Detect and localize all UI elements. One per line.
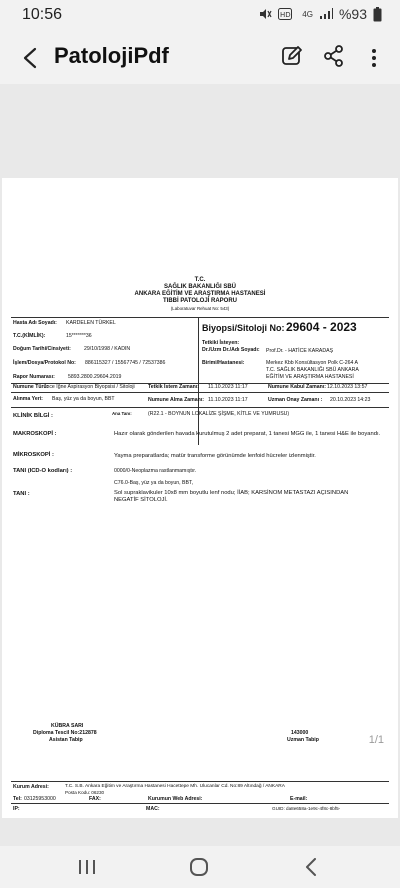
divider [11, 392, 389, 393]
signature2-diploma: 143000 [291, 730, 309, 736]
report-no-value: 5893.2800.29604.2019 [68, 374, 122, 380]
signal-icon [319, 8, 333, 20]
pdf-viewer[interactable] [0, 84, 400, 846]
footer-guid: GUID: da8e658a-1e9c-4f8c-8bf5- [272, 806, 341, 811]
footer-address: T.C. S.B. Ankara Eğitim ve Araştırma Hastanesi Hacettepe Mh. Ulucanlar Cd. No:89 Altındağ / ANKARA [65, 784, 285, 789]
biopsy-number: 29604 - 2023 [286, 320, 357, 334]
divider [11, 803, 389, 804]
back-nav-button[interactable] [296, 854, 326, 880]
edit-icon [280, 44, 304, 68]
share-icon [322, 44, 346, 68]
diagnosis-prefix: Ana Tanı: [112, 411, 132, 416]
unit-line3: EĞİTİM VE ARAŞTIRMA HASTANESİ [266, 374, 354, 380]
report-header-line2: SAĞLIK BAKANLIĞI SBÜ [164, 284, 236, 290]
clinical-label: KLİNİK BİLGİ : [13, 413, 53, 419]
report-header-line4: TIBBİ PATOLOJİ RAPORU [162, 298, 237, 304]
divider [11, 781, 389, 782]
footer-fax-label: FAX: [89, 796, 101, 802]
battery-percent: %93 [338, 6, 367, 22]
request-time-value: 11.10.2023 11:17 [208, 384, 248, 390]
signature1-title: Asistan Tabip [49, 737, 83, 743]
approval-label: Uzman Onay Zamanı : [268, 397, 323, 403]
micro-label: MİKROSKOPİ : [13, 452, 54, 458]
footer-address-label: Kurum Adresi: [13, 784, 49, 790]
diagnosis-label: TANI : [13, 491, 30, 497]
protocol-value: 886115327 / 15567745 / 72537386 [85, 360, 166, 366]
home-icon [189, 857, 209, 877]
divider [11, 317, 389, 318]
status-bar [0, 0, 400, 32]
back-arrow-icon [22, 47, 38, 69]
footer-tel: 03125953000 [24, 796, 56, 802]
diagnosis-text: Sol supraklavikuler 10x8 mm boyutlu lenf nodu; İİAB; KARSİNOM METASTAZI AÇISINDAN NEGATİF SİTOLOJİ. [114, 490, 349, 504]
back-button[interactable] [16, 44, 44, 72]
footer-web-label: Kurumun Web Adresi: [148, 796, 203, 802]
birth-value: 29/10/1998 / KADIN [84, 346, 131, 352]
unit-line2: T.C. SAĞLIK BAKANLIĞI SBÜ ANKARA [266, 367, 359, 373]
doctor-value: Prof.Dr. - HATİCE KARADAŞ [266, 348, 334, 354]
patient-name: KARDELEN TÜRKEL [66, 320, 116, 326]
recent-apps-icon [78, 859, 96, 875]
icdo-label: TANI (ICD-O kodları) : [13, 468, 73, 474]
unit-label: Birimi/Hastanesi: [202, 360, 245, 366]
network-type: 4G [302, 9, 313, 19]
svg-text:HD: HD [280, 11, 291, 19]
approval-value: 20.10.2023 14:23 [330, 397, 371, 403]
more-vert-icon [371, 48, 377, 68]
collection-place-label: Alınma Yeri: [13, 396, 43, 402]
signature1-diploma: Diploma Tescil No:212878 [33, 730, 97, 736]
accept-time-label: Numune Kabul Zamanı: [268, 384, 326, 390]
battery-icon [373, 7, 382, 22]
specimen-type-label: Numune Türü: [13, 384, 49, 390]
footer-ip-label: IP: [13, 806, 20, 812]
divider [198, 317, 199, 445]
report-header-line1: T.C. [194, 277, 206, 283]
app-title: PatolojiPdf [54, 43, 169, 68]
back-nav-icon [304, 858, 318, 876]
tc-value: 15*******36 [66, 333, 92, 339]
requester-label: Tetkiki İsteyen: [202, 340, 240, 346]
tc-label: T.C.(KİMLİK): [13, 333, 46, 339]
hd-icon [278, 8, 296, 20]
patient-name-label: Hasta Adı Soyadı: [13, 320, 57, 326]
signature1-name: KÜBRA SARI [51, 723, 84, 729]
icdo-line2: C76.0-Baş, yüz ya da boyun, BBT, [114, 480, 194, 486]
footer-tel-label: Tel: [13, 796, 22, 802]
status-icons [258, 6, 382, 22]
macro-text: Hazır olarak gönderilen havada kurutulmuş 2 adet preparat, 1 tanesi MGG ile, 1 tanesi H&E ile boyandı. [114, 431, 381, 437]
collection-time-label: Numune Alma Zamanı: [148, 397, 205, 403]
collection-place-value: Baş, yüz ya da boyun, BBT [52, 396, 115, 402]
edit-button[interactable] [280, 44, 308, 72]
birth-label: Doğum Tarihi/Cinsiyeti: [13, 346, 71, 352]
mute-icon [258, 7, 272, 21]
clinical-text: (R22.1 - BOYNUN LOKALİZE ŞİŞME, KİTLE VE YUMRUSU) [148, 411, 290, 417]
footer-email-label: E-mail: [290, 796, 308, 802]
report-header-line3: ANKARA EĞİTİM VE ARAŞTIRMA HASTANESİ [134, 291, 266, 297]
navigation-bar [0, 846, 400, 888]
app-bar [0, 32, 400, 84]
biopsy-label: Biyopsi/Sitoloji No: [202, 323, 285, 333]
more-options-button[interactable] [362, 44, 386, 72]
status-time: 10:56 [22, 6, 63, 23]
signature2-title: Uzman Tabip [287, 737, 319, 743]
unit-line1: Merkez Kbb Konsültasyon Polk C-264 A [266, 360, 358, 366]
protocol-label: İşlem/Dosya/Protokol No: [13, 360, 76, 366]
specimen-type-value: İnce İğne Aspirasyon Biyopsisi / Sitoloji [45, 384, 135, 390]
accept-time-value: 12.10.2023 13:57 [327, 384, 368, 390]
macro-label: MAKROSKOPİ : [13, 431, 57, 437]
report-no-label: Rapor Numarası: [13, 374, 55, 380]
share-button[interactable] [322, 44, 350, 72]
page-indicator: 1/1 [368, 734, 384, 746]
pdf-page [2, 178, 398, 818]
recent-apps-button[interactable] [72, 854, 102, 880]
doctor-label: Dr./Uzm Dr./Adı Soyadı: [202, 347, 260, 353]
footer-postal: Posta Kodu: 06230 [65, 790, 105, 795]
home-button[interactable] [184, 854, 214, 880]
request-time-label: Tetkik İstem Zamanı: [148, 384, 199, 390]
divider [11, 407, 389, 408]
footer-mac-label: MAC: [146, 806, 160, 812]
micro-text: Yayma preparatlarda; matür transforme görünümde lenfoid hücreler izlenmiştir. [114, 453, 316, 459]
collection-time-value: 11.10.2023 11:17 [208, 397, 248, 403]
report-header-line5: (Laboratuvar Rehuat No: 543) [170, 306, 230, 311]
icdo-line1: 0000/0-Neoplazma rastlanmamıştır. [114, 468, 197, 474]
